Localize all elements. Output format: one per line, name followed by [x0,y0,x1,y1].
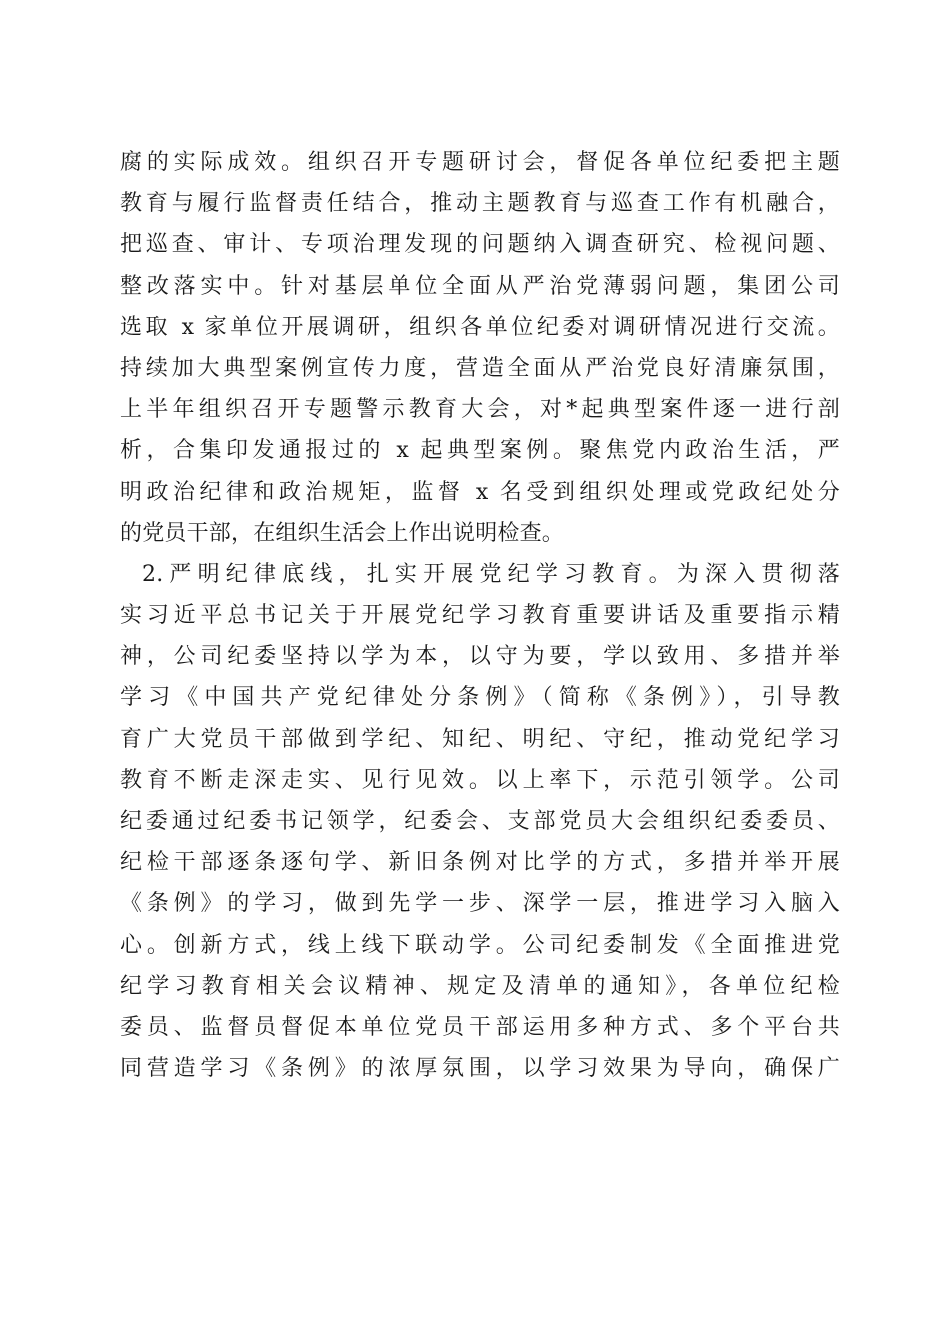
text-line: 把巡查、审计、专项治理发现的问题纳入调查研究、检视问题、 [120,232,840,258]
text-line: 教育与履行监督责任结合，推动主题教育与巡查工作有机融合， [120,191,840,217]
body-text [120,142,840,1089]
text-line: 选取 x 家单位开展调研，组织各单位纪委对调研情况进行交流。 [120,314,840,340]
text-line: 上半年组织召开专题警示教育大会，对*起典型案件逐一进行剖 [120,397,840,423]
text-line: 教育不断走深走实、见行见效。以上率下，示范引领学。公司 [120,767,840,793]
text-line: 育广大党员干部做到学纪、知纪、明纪、守纪，推动党纪学习 [120,726,840,752]
text-line: 实习近平总书记关于开展党纪学习教育重要讲话及重要指示精 [120,603,840,629]
text-line: 学习《中国共产党纪律处分条例》（简称《条例》），引导教 [120,685,840,711]
text-line: 神，公司纪委坚持以学为本，以守为要，学以致用、多措并举 [120,644,840,670]
section-heading-line: 2.严明纪律底线，扎实开展党纪学习教育。为深入贯彻落 [142,561,840,587]
text-line: 纪检干部逐条逐句学、新旧条例对比学的方式，多措并举开展 [120,850,840,876]
text-line: 纪学习教育相关会议精神、规定及清单的通知》，各单位纪检 [120,973,840,999]
text-line: 整改落实中。针对基层单位全面从严治党薄弱问题，集团公司 [120,273,840,299]
text-line: 腐的实际成效。组织召开专题研讨会，督促各单位纪委把主题 [120,150,840,175]
text-line: 持续加大典型案例宣传力度，营造全面从严治党良好清廉氛围， [120,355,840,381]
paragraph-end-line: 的党员干部，在组织生活会上作出说明检查。 [120,520,565,546]
text-line: 纪委通过纪委书记领学，纪委会、支部党员大会组织纪委委员、 [120,809,840,834]
text-line: 《条例》的学习，做到先学一步、深学一层，推进学习入脑入 [120,891,840,917]
text-line: 心。创新方式，线上线下联动学。公司纪委制发《全面推进党 [120,932,840,958]
text-line: 析，合集印发通报过的 x 起典型案例。聚焦党内政治生活，严 [120,438,840,464]
text-line: 委员、监督员督促本单位党员干部运用多种方式、多个平台共 [120,1014,840,1040]
text-line: 同营造学习《条例》的浓厚氛围，以学习效果为导向，确保广 [120,1056,840,1082]
text-line: 明政治纪律和政治规矩，监督 x 名受到组织处理或党政纪处分 [120,479,840,505]
